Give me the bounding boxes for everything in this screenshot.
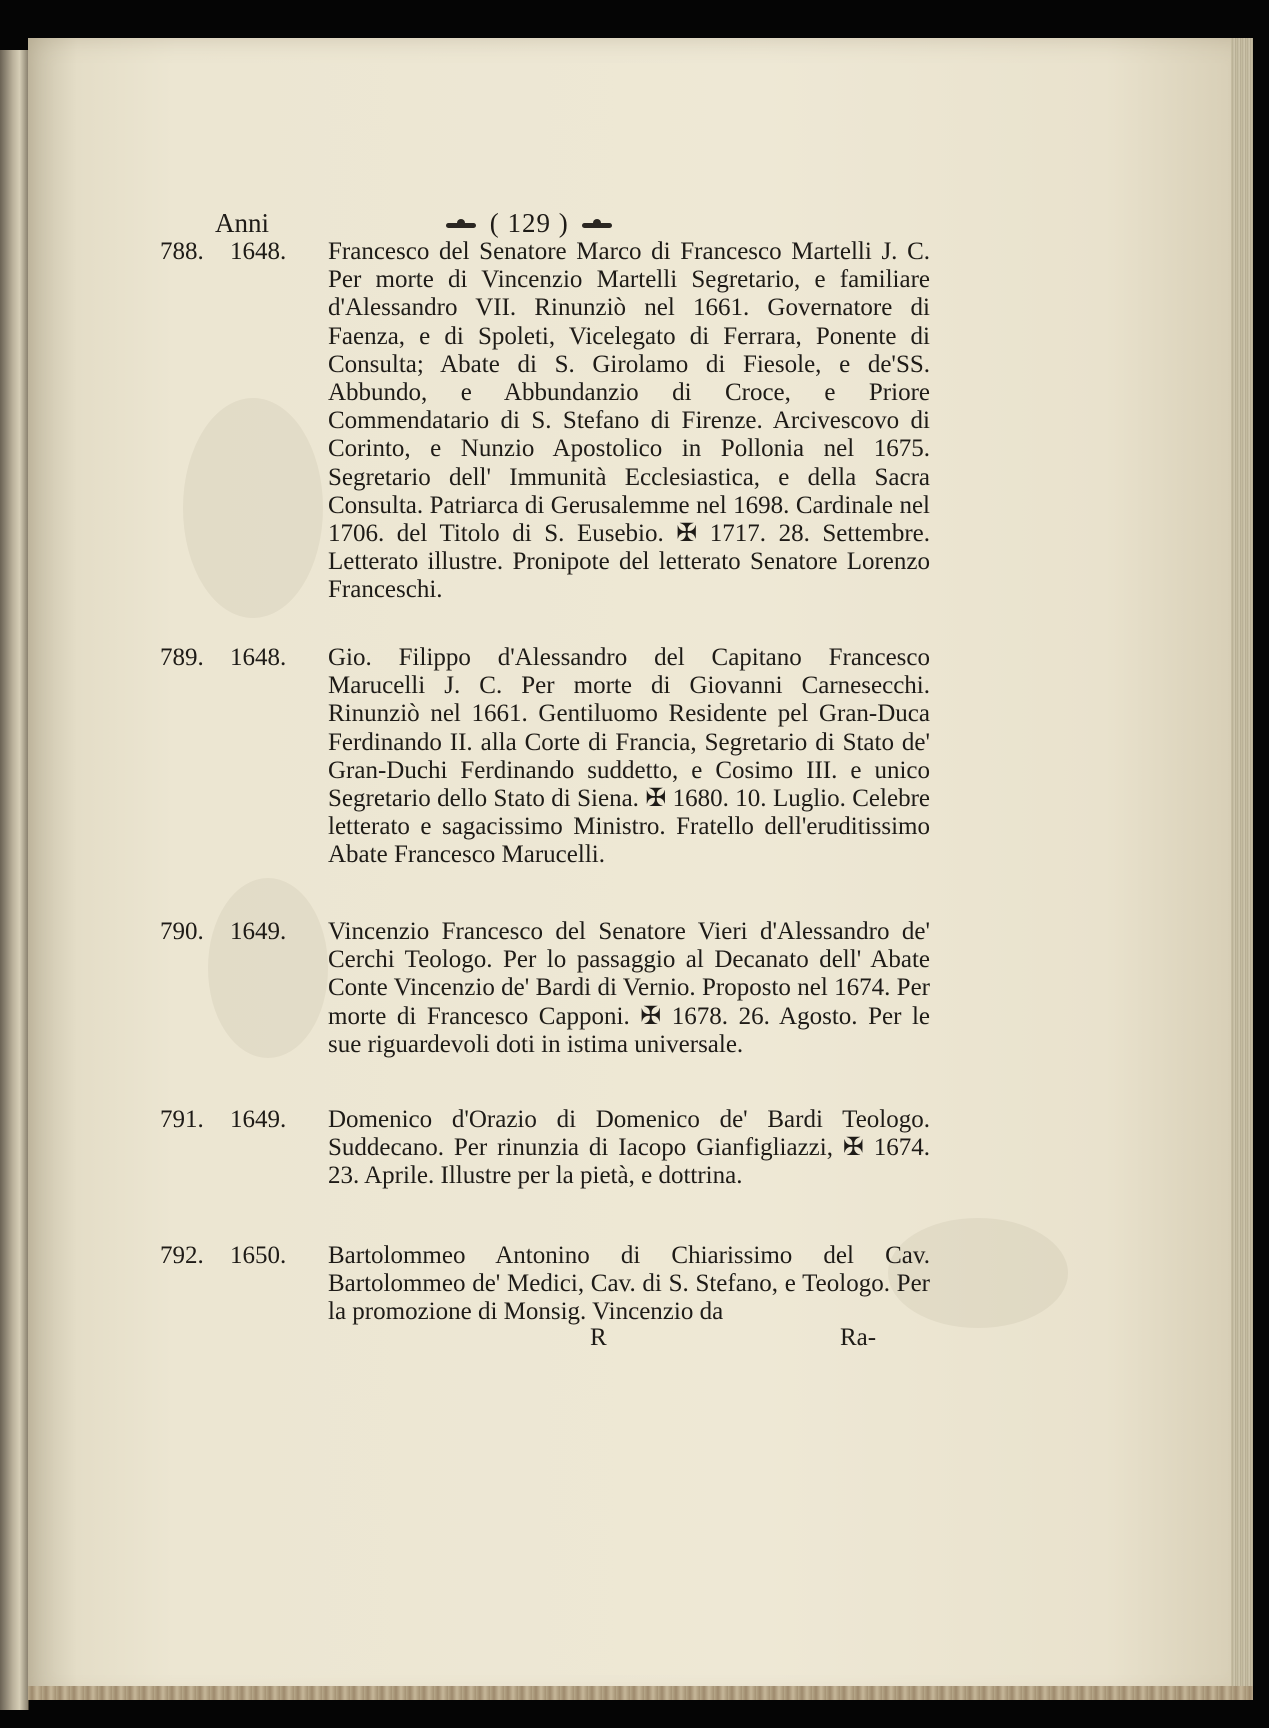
- list-item: [160, 238, 930, 605]
- right-ornament-icon: [582, 220, 612, 232]
- entry-year: 1649.: [230, 918, 287, 945]
- entry-year: 1648.: [230, 238, 287, 265]
- left-ornament-icon: [446, 220, 476, 232]
- entry-text: Vincenzio Francesco del Senatore Vieri d'Alessandro de' Cerchi Teologo. Per lo passaggio al Decanato dell' Abate Conte Vincenzio de' Bardi di Vernio. Proposto nel 1674. Per morte di Francesco Capponi. ✠ 1678. 26. Agosto. Per le sue riguardevoli doti in istima universale.: [328, 918, 930, 1058]
- list-item: [160, 1242, 930, 1327]
- entry-number: 792.: [160, 1242, 204, 1269]
- list-item: [160, 918, 930, 1059]
- entry-text: Bartolommeo Antonino di Chiarissimo del Cav. Bartolommeo de' Medici, Cav. di S. Stefano, e Teologo. Per la promozione di Monsig. Vincenzio da: [328, 1242, 930, 1326]
- page-number: [440, 208, 618, 239]
- entry-text: Francesco del Senatore Marco di Francesco Martelli J. C. Per morte di Vincenzio Martelli Segretario, e familiare d'Alessandro VII. Rinunziò nel 1661. Governatore di Faenza, e di Spoleti, Vicelegato di Ferrara, Ponente di Consulta; Abate di S. Girolamo di Fiesole, e de'SS. Abbundo, e Abbundanzio di Croce, e Priore Commendatario di S. Stefano di Firenze. Arcivescovo di Corinto, e Nunzio Apostolico in Pollonia nel 1675. Segretario dell' Immunità Ecclesiastica, e della Sacra Consulta. Patriarca di Gerusalemme nel 1698. Cardinale nel 1706. del Titolo di S. Eusebio. ✠ 1717. 28. Settembre. Letterato illustre. Pronipote del letterato Senatore Lorenzo Franceschi.: [328, 238, 930, 604]
- entry-year: 1650.: [230, 1242, 287, 1269]
- page-fore-edge: [1231, 38, 1253, 1700]
- catchword: Ra-: [840, 1324, 877, 1351]
- entry-text: Gio. Filippo d'Alessandro del Capitano Francesco Marucelli J. C. Per morte di Giovanni Carnesecchi. Rinunziò nel 1661. Gentiluomo Residente pel Gran-Duca Ferdinando II. alla Corte di Francia, Segretario di Stato de' Gran-Duchi Ferdinando suddetto, e Cosimo III. e unico Segretario dello Stato di Siena. ✠ 1680. 10. Luglio. Celebre letterato e sagacissimo Ministro. Fratello dell'eruditissimo Abate Francesco Marucelli.: [328, 644, 930, 869]
- entry-year: 1648.: [230, 644, 287, 671]
- signature-mark: R: [590, 1324, 607, 1351]
- list-item: [160, 1106, 930, 1191]
- entry-number: 789.: [160, 644, 204, 671]
- entry-number: 790.: [160, 918, 204, 945]
- page-footer: [0, 1324, 1269, 1354]
- page-bottom-edge: [28, 1686, 1253, 1700]
- entry-year: 1649.: [230, 1106, 287, 1133]
- entry-number: 788.: [160, 238, 204, 265]
- entry-number: 791.: [160, 1106, 204, 1133]
- list-item: [160, 644, 930, 870]
- page-number-text: ( 129 ): [489, 208, 569, 238]
- left-page-edge: [0, 50, 29, 1710]
- entry-text: Domenico d'Orazio di Domenico de' Bardi Teologo. Suddecano. Per rinunzia di Iacopo Gianfigliazzi, ✠ 1674. 23. Aprile. Illustre per la pietà, e dottrina.: [328, 1106, 930, 1190]
- running-head-label: Anni: [215, 208, 269, 238]
